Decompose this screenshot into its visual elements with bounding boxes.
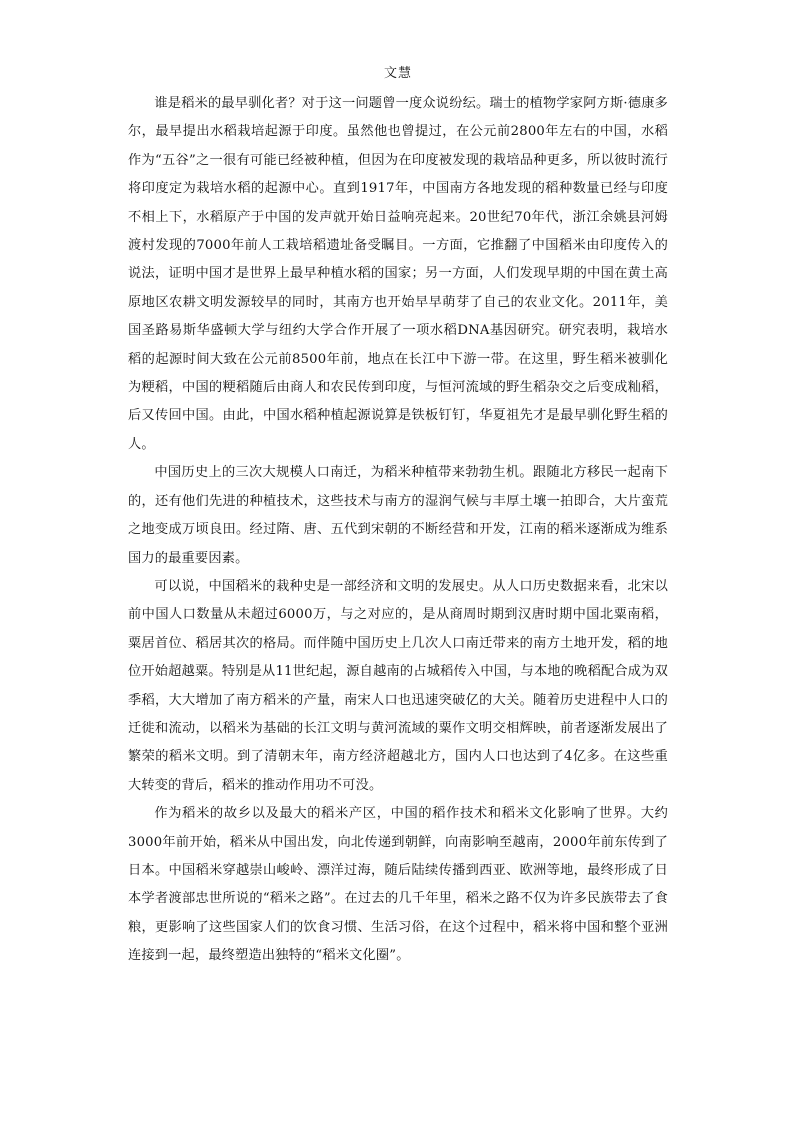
paragraph-4: 作为稻米的故乡以及最大的稻米产区，中国的稻作技术和稻米文化影响了世界。大约3000年前开始，稻米从中国出发，向北传递到朝鲜，向南影响至越南，2000年前东传到了日本。中国稻米穿越崇山峻岭、漂洋过海，随后陆续传播到西亚、欧洲等地，最终形成了日本学者渡部忠世所说的“稻米之路”。在过去的几千年里，稻米之路不仅为许多民族带去了食粮，更影响了这些国家人们的饮食习惯、生活习俗，在这个过程中，稻米将中国和整个亚洲连接到一起，最终塑造出独特的“稻米文化圈”。 (128, 806, 668, 964)
paragraph-1: 谁是稻米的最早驯化者？对于这一问题曾一度众说纷纭。瑞士的植物学家阿方斯·德康多尔，最早提出水稻栽培起源于印度。虽然他也曾提过，在公元前2800年左右的中国，水稻作为“五谷”之一很有可能已经被种植，但因为在印度被发现的栽培品种更多，所以彼时流行将印度定为栽培水稻的起源中心。直到1917年，中国南方各地发现的稻种数量已经与印度不相上下，水稻原产于中国的发声就开始日益响亮起来。20世纪70年代，浙江余姚县河姆渡村发现的7000年前人工栽培稻遗址备受瞩目。一方面，它推翻了中国稻米由印度传入的说法，证明中国才是世界上最早种植水稻的国家；另一方面，人们发现早期的中国在黄土高原地区农耕文明发源较早的同时，其南方也开始早早萌芽了自己的农业文化。2011年，美国圣路易斯华盛顿大学与纽约大学合作开展了一项水稻DNA基因研究。研究表明，栽培水稻的起源时间大致在公元前8500年前，地点在长江中下游一带。在这里，野生稻米被驯化为粳稻，中国的粳稻随后由商人和农民传到印度，与恒河流域的野生稻杂交之后变成籼稻，后又传回中国。由此，中国水稻种植起源说算是铁板钉钉，华夏祖先才是最早驯化野生稻的人。 (128, 96, 668, 452)
document-title: 文慧 (383, 66, 412, 81)
paragraph-2: 中国历史上的三次大规模人口南迁，为稻米种植带来勃勃生机。跟随北方移民一起南下的，还有他们先进的种植技术，这些技术与南方的湿润气候与丰厚土壤一拍即合，大片蛮荒之地变成万顷良田。经过隋、唐、五代到宋朝的不断经营和开发，江南的稻米逐渐成为维系国力的最重要因素。 (128, 465, 668, 566)
paragraph-3: 可以说，中国稻米的栽种史是一部经济和文明的发展史。从人口历史数据来看，北宋以前中国人口数量从未超过6000万，与之对应的，是从商周时期到汉唐时期中国北粟南稻，粟居首位、稻居其次的格局。而伴随中国历史上几次人口南迁带来的南方土地开发，稻的地位开始超越粟。特别是从11世纪起，源自越南的占城稻传入中国，与本地的晚稻配合成为双季稻，大大增加了南方稻米的产量，南宋人口也迅速突破亿的大关。随着历史进程中人口的迁徙和流动，以稻米为基础的长江文明与黄河流域的粟作文明交相辉映，前者逐渐发展出了繁荣的稻米文明。到了清朝末年，南方经济超越北方，国内人口也达到了4亿多。在这些重大转变的背后，稻米的推动作用功不可没。 (128, 578, 668, 793)
document-page (128, 64, 668, 971)
